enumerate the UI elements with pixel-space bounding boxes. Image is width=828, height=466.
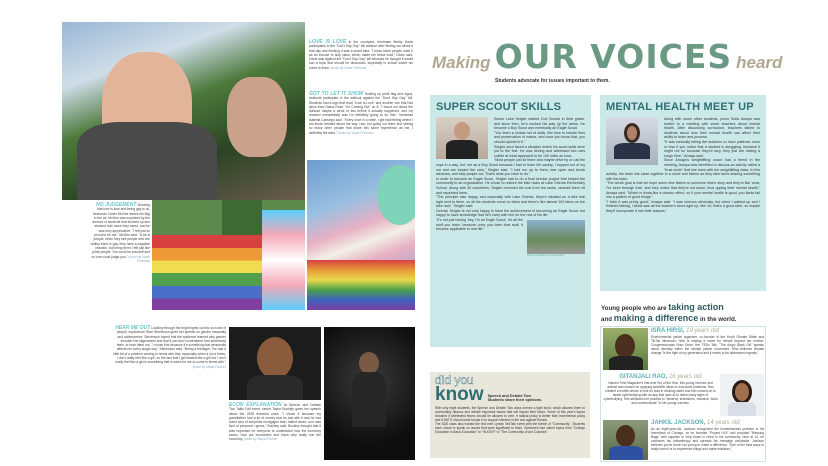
caption-got-to-let-it-show: GOT TO LET IT SHOW Holding up pride flag and signs, students participate in the walkout against the "Don't Say Gay" bill. Students had a sign that read "Love is Love" and another one that had lyrics from Diana Ross' "I'm Coming Out" on it. "I found out about the walkout maybe a week or two before it actually happened, and my reaction immediately was I'm definitely going to do that," freshman Isabella Camargo said. "Every once in a while, I get that feeling where I am kinda hesitant about the way I am, but going out there and seeing so many other people that share this same experience as me, I definitely felt alive." photo by Noah Freeman	[309, 91, 414, 135]
person-name: GITANJALI RAO, 16 years old	[619, 374, 702, 380]
dyk-small: did you	[435, 373, 474, 387]
photo-rainbow-flag-teal-hair	[307, 160, 415, 310]
photo-credit: photo submitted by Luke Seigler	[527, 254, 565, 258]
yp-heading-part: and	[601, 316, 613, 323]
scout-paragraph: In order to become an Eagle Scout, Seigler had to do a final service project that helped the community to an organization. He chose to restore the bike racks at Lake Orienta Elementary School. Along with 30 volunteers, Seigler removed the rust from the racks, cleaned them off and repainted them.	[436, 176, 585, 195]
dyk-paragraph: The SDS class also hosted the first ever Lyman TedTalk event with the theme of "Community". Students each chose to speak on issues that were significant to them. Speeches had varied topics from "College Education is Basic Education" to "HUGS!!!" to "The Community of Ant Colonies".	[435, 422, 585, 434]
yp-heading-part: in the world.	[700, 316, 737, 323]
dyk-header	[435, 375, 585, 403]
title-pre: Making	[432, 53, 491, 72]
yp-heading-line-2	[601, 313, 769, 325]
scout-paragraph: Overall, Seigler is not only happy to have the achievement of becoming an Eagle Scout, but happy to have knowledge that he'll carry with him for the rest of his life.	[436, 208, 585, 218]
photo-luke-seigler	[436, 117, 488, 159]
caption-love-is-love: LOVE IS LOVE In the courtyard, freshman Bently Davis participates in the "Don't Say Gay" bill walkout after finding out about it that day and thinking it was a smart idea. "I know some people used it as an excuse to skip class, which made me kinda mad," Davis said. Davis was against the "Don't Say Gay" bill because he thought it would ban a topic that should be discussed, especially in school where we come to learn. photo by Noah Freeman	[309, 39, 413, 70]
mental-health-box	[600, 95, 766, 291]
yp-heading-part: Young people who are	[601, 305, 667, 312]
mental-paragraph: "The whole goal is that we hope some else listens to someone else's story and they're like 'wow, I've been through that', and they notice that they're not alone, thus upping their mental health," Amaya said. "Which is kinda like a domino effect, so if your mental health is good, you kinda fall into a pattern of good things."	[606, 181, 760, 200]
spread-title	[432, 37, 783, 76]
dyk-title	[435, 375, 484, 403]
young-people-heading	[601, 302, 769, 325]
photo-speaker-glasses	[229, 327, 321, 400]
caption-econ-explanation: ECON EXPLANATION At Speech and Debate Two Talks Fall event, senior Taylor Buckley gives her speech about the 2008 financial crisis. "I chose it because my grandfather had a lot of money that he lost with it and he had some kind of subprime mortgages that I talked about, so it was kind of personal I guess," Buckley said. Buckley thought that it was important for everyone to understand how the economy works, how our economics and know why really ruin the economy. photo by Maya Fischer	[229, 402, 321, 442]
super-scout-box	[430, 95, 591, 347]
scout-paragraph: "You learn a certain set of skills, like how to handle fires and preservation of nature, and once you know that, you should uphold to it."	[494, 130, 585, 144]
person-isra-hirsi	[651, 328, 764, 355]
scout-paragraph: Seigler once faced a situation where his scout skills were put to the test. He was driving and witnessed two cars collide at what appeared to be 100 miles an hour.	[494, 144, 585, 158]
person-name: ISRA HIRSI, 19 years old	[651, 328, 719, 334]
mental-paragraph: "It was basically telling the teachers to have patience more or less if you notice that a student is struggling, because it might not be because they're lazy, they just are having a rough time," Amaya said.	[664, 139, 760, 158]
title-main: OUR VOICES	[494, 37, 733, 76]
photo-laughing-student	[62, 22, 305, 200]
scout-paragraph: "The principle was happy, and especially with Lake Orienta, they're situated on a bike trail right next to them, so all the students come on bikes and there's like almost 100 bikes on the bike rack," Seigler said.	[436, 195, 585, 209]
scout-paragraph: Senior Luke Seigler started Cub Scouts in third grade, and since then, he's worked his way up the ranks. He became a Boy Scout and eventually an Eagle Scout.	[494, 117, 585, 131]
scout-paragraph: "Most people just sit there and maybe drive by or call the cops in a way, but, me as a Boy Scout because I had to learn life saving, I hopped out of my car and ran toward the cars," Seigler said. "I had run up to them, tear open and break windows, and help people out. That's what you have to do."	[436, 158, 585, 177]
person-bio: Named Time Magazine's first-ever Kid of the Year, this young inventor and activist was chosen for applying scientific ideas to real-world problems. Rao created a mobile device to test for lead in drinking water and then moved on to tackle cyberbullying with an app that uses AI to detect early signs of cyberbullying. She attributes her process to "observe, brainstorm, research, build and communicate" to her young success.	[603, 381, 718, 405]
person-bio: Environmental justice organizer, co-founder of the Youth Climate Strike and TikTok influencer, Hirsi is making a name for herself beyond her mother, Congresswoman Ilhan Omar. Her TEDx Talk, "The Angry Black Girl" speaks about diversity within the climate justice movement. Hirsi believes climate change "is the fight of my generation and it needs to be addressed urgently."	[651, 335, 764, 355]
person-gitanjali-rao	[603, 374, 718, 405]
photo-isra-hirsi	[603, 328, 648, 370]
dyk-subhead: Speech and Debate Two Students share their opinions.	[487, 393, 543, 403]
title-post: heard	[736, 53, 783, 72]
mental-paragraph: Since Amaya's weightlifting coach had a friend in the meeting, Amaya was identified to discuss an activity called a "trust circle" that she does with her weightlifting class. In this activity, the team sits close together in a circle and listens as they take turns sharing something with the team.	[606, 158, 760, 181]
scout-heading: SUPER SCOUT SKILLS	[436, 101, 562, 113]
person-name: JAHKIL JACKSON, 14 years old	[651, 420, 740, 426]
photo-pride-flags	[152, 200, 305, 310]
photo-bike-racks-wrap	[527, 220, 585, 257]
photo-jahkil-jackson	[603, 420, 648, 460]
photo-gitanjali-rao	[720, 374, 764, 416]
yp-heading-emph: taking action	[668, 302, 724, 312]
subtitle: Students advocate for issues important to them.	[495, 78, 610, 84]
did-you-know-box	[430, 372, 590, 458]
yp-heading-emph: making a difference	[613, 313, 699, 323]
photo-speaker-stage	[324, 327, 415, 460]
person-bio: As an eight-year-old, Jackson recognized the homelessness problem in his hometown of Chicago, so he founded "Project Hi-5" and provided "Blessing Bags" with supplies to help those in need in his community. Now at 14, he continues his philanthropy and spreads his message worldwide. Jackson believes you're never too young to make a difference. "One of the best ways to really learn it is to experience things and make mistakes."	[651, 427, 764, 451]
photo-sofia-amaya	[606, 117, 658, 165]
dyk-big: know	[435, 384, 484, 405]
mental-heading: MENTAL HEALTH MEET UP	[606, 101, 754, 113]
mental-paragraph: "I think it was pretty good," Amaya said. "I was nervous obviously, but when I walked up and I finished talking, I kinda saw all the teacher's faces light up, like 'oh, that's a good idea', so maybe they'll incorporate it into their classes."	[606, 199, 760, 213]
mental-paragraph: Along with some other students, junior Sofia Amaya was invited to a meeting with some teachers about mental health. After discussing curriculum, teachers talked to students about how their mental health can affect their ability to learn and process.	[664, 117, 760, 140]
scout-paragraph: "It's not just having 'hey, I'm an Eagle Scout,' it's all the stuff you learn, because once you learn that stuff, it became applicable to real life."	[436, 218, 523, 232]
caption-no-judgement: NO JUDGEMENT Showing that love is love and being gay is ok, freshman Carter McGee waves his flag in the air. McGee was surprised by the amount of students that showed up and showed how much they cared, and he was very appreciative. "I felt just so proud to be me," McGee said. "A lot of people, when they see people who are visibly trans or gay, they have a negative reaction, but being there I felt just like pride people. You could be yourself and no one could judge you." photo by Noah Freeman	[90, 202, 150, 263]
dyk-paragraph: With only eight students, the Speech and Debate Two class formed a tight bond, which allowed them to comfortably discuss and debate important issues that will impact their future. Some of this year's topics included if celebrated felons should be allowed to vote, if radical policy is better than incremental policy and if NATO should send troops in to support Ukraine in the war against Russia.	[435, 406, 585, 422]
person-jahkil-jackson	[651, 420, 764, 451]
caption-hear-me-out: HEAR ME OUT Looking through the bright lights out into a crowd of people, sophomore Starr Stevenson gives her speech on gender inequality and adolescence. Stevenson hoped that the audience learned why gender shouldn't be stigmatized and that if you don't understand how somebody feels, to hear them out. "I chose this because it's something that personally affects me every single day," Stevenson said. "Being a teenager, I've had a little bit of a problem coming to terms with that, especially when a lot of times, I don't really feel like a girl, so the fact that I get treated like a girl but I don't really feel like a girl is something that is weird for me to come to terms with." photo by Maya Fischer	[113, 325, 226, 369]
photo-bike-racks	[527, 220, 585, 254]
